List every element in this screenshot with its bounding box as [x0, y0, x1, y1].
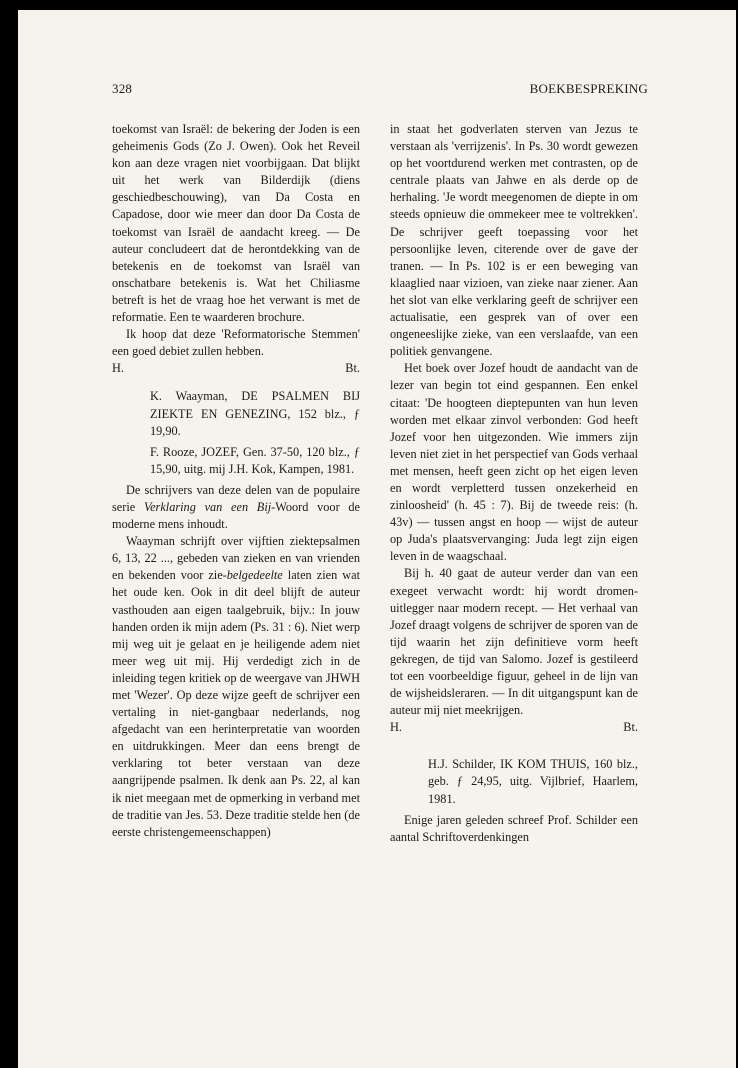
page-number: 328: [112, 81, 133, 96]
paragraph: Enige jaren geleden schreef Prof. Schilder een aantal Schriftoverdenkingen: [390, 812, 638, 844]
signature-author: Bt.: [623, 720, 638, 735]
text: Waayman schrijft over vijftien ziektepsalmen 6, 13, 22 ..., gebeden van zieken en van vrienden en bekenden voor zie-: [112, 534, 360, 583]
paragraph: [112, 533, 360, 841]
signature: [390, 719, 638, 736]
text: Woord voor de moderne mens inhoudt.: [112, 499, 360, 532]
signature-initial: H.: [390, 720, 402, 735]
paragraph: Ik hoop dat deze 'Reformatorische Stemmen' een goed debiet zullen hebben.: [112, 327, 360, 359]
paragraph: Bij h. 40 gaat de auteur verder dan van een exegeet verwacht wordt: hij wordt dromen-uitlegger naar modern recept. — Het verhaal van Jozef draagt volgens de schrijver de sporen van de tijd waarin het zijn definitieve vorm heeft gekregen, de tijd van Salomo. Jozef is gestileerd tot een voorbeeldige figuur, geheel in de lijn van de wijsheidsleraren. — In dit uitgangspunt kan de auteur mij niet meekrijgen.: [390, 566, 638, 718]
book-reference: H.J. Schilder, IK KOM THUIS, 160 blz., geb. ƒ 24,95, uitg. Vijlbrief, Haarlem, 1981.: [428, 757, 638, 806]
right-column: [390, 121, 638, 846]
text: De schrijvers van deze delen van de populaire serie: [112, 482, 360, 514]
series-title: Verklaring van een Bij-: [143, 499, 276, 514]
running-title: BOEKBESPREKING: [529, 81, 648, 96]
text: laten zien wat het oude ken. Ook in dit deel blijft de auteur vasthouden aan eigen taalgebruik, bijv.: In jouw handen orden ik mijn adem (Ps. 31 : 6). Niet werp mij weg uit je gelaat en je heiligende adem niet meer weg uit mij. Hij verdedigt zich in de inleiding tegen kritiek op de weergave van JHWH met 'Wezer'. Op deze wijze geeft de schrijver een vertaling in niet-gangbaar nederlands, nog afgedacht van een herinterpretatie van woorden en uitdrukkingen. Meer dan eens brengt de verklaring tot beter verstaan van deze aangrijpende psalmen. Ik denk aan Ps. 22, al kan ik niet meegaan met de opmerking in verband met de traditie van Jes. 53. Deze traditie stelde hen (de eerste christengemeenschappen): [112, 568, 360, 839]
emphasis: belgedeelte: [226, 568, 283, 583]
signature-initial: H.: [112, 361, 124, 376]
book-reference: F. Rooze, JOZEF, Gen. 37-50, 120 blz., ƒ 15,90, uitg. mij J.H. Kok, Kampen, 1981.: [150, 444, 360, 476]
signature-author: Bt.: [345, 361, 360, 376]
paragraph: Het boek over Jozef houdt de aandacht van de lezer van begin tot eind gespannen. Een enkel citaat: 'De hoogteen dieptepunten van hun leven worden met elkaar zinvol verbonden: God heeft Jozef voor hen uitgezonden. Wie immers zijn leven niet ziet in het perspectief van Gods verhaal met mensen, heeft geen zicht op het eigen leven en wordt verpletterd tussen onzekerheid en zinloosheid' (h. 45 : 7). Bij de tweede reis: (h. 43v) — tussen angst en hoop — wijst de auteur op Juda's plaatsvervanging: Juda legt zijn eigen leven in de waagschaal.: [390, 361, 638, 564]
left-column: [112, 121, 360, 841]
signature: [112, 360, 360, 377]
book-reference: K. Waayman, DE PSALMEN BIJ ZIEKTE EN GENEZING, 152 blz., ƒ 19,90.: [150, 389, 360, 438]
paragraph: in staat het godverlaten sterven van Jezus te verstaan als 'verrijzenis'. In Ps. 30 wordt gewezen op het voortdurend werken met contrasten, op de centrale plaats van Jahwe en als derde op de herhaling. 'Je wordt meegenomen de diepte in om steeds opnieuw die ommekeer mee te voltrekken'. De schrijver geeft toepassing voor het persoonlijke leven, citerende over de gave der tranen. — In Ps. 102 is er een beweging van klaaglied naar vizioen, van zieke naar ziener. Aan het slot van elke verklaring geeft de schrijver een actualisatie, een gesprek van of over een ongeneeslijke zieke, van een verslaafde, van een politiek genvangene.: [390, 122, 638, 359]
paragraph: [112, 482, 360, 533]
paragraph: toekomst van Israël: de bekering der Joden is een geheimenis Gods (Zo J. Owen). Ook het Reveil kon aan deze vragen niet voorbijgaan. Dat blijkt uit het werk van Bilderdijk (diens geschiedbeschouwing), van Da Costa en Capadose, door wie meer dan door Da Costa de toekomst van Israël de aandacht kreeg. — De auteur concludeert dat de herontdekking van de betekenis en de toekomst van Israël van onschatbare betekenis is. Wat het Chiliasme betreft is het de vraag hoe het verwant is met de reformatie. Een te waarderen brochure.: [112, 122, 360, 325]
